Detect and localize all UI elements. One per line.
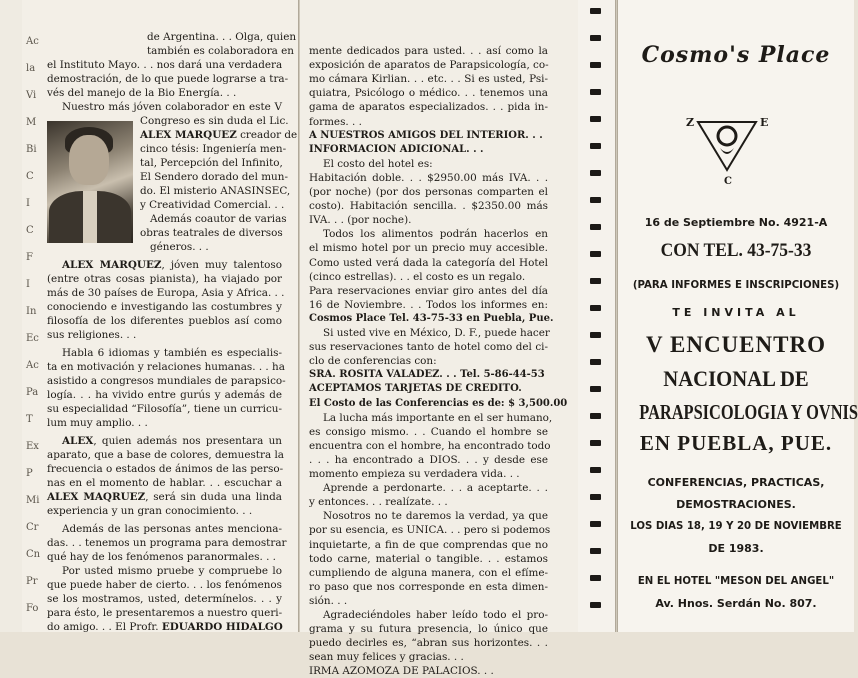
col1-text-line: géneros. . .	[150, 241, 209, 253]
col2-text-line: Aprende a perdonarte. . . a aceptarte. . .	[323, 482, 548, 494]
col2-text-line: Todos los alimentos podrán hacerlos en	[323, 228, 548, 240]
col1-text-line: logía. . . ha vivido entre gurús y además de	[47, 389, 282, 401]
edge-fragment-text: I	[26, 279, 30, 290]
col1-text-line: ALEX MARQUEZ, jóven muy talentoso	[62, 259, 282, 271]
binding-hole	[590, 143, 601, 149]
col2-text-line: cumpliendo de alguna manera, con el efíme-	[309, 567, 548, 579]
col2-text-line: exposición de aparatos de Parapsicología, co-	[309, 59, 549, 71]
col1-text-line: nas en el momento de hablar. . . escuchar a	[47, 477, 282, 489]
col1-text-line: experiencia y un gran conocimiento. . .	[47, 505, 253, 517]
col2-text-line: SRA. ROSITA VALADEZ. . . Tel. 5-86-44-53	[309, 369, 545, 380]
col2-text-line: quiatra, Psicólogo o médico. . . tenemos una	[309, 87, 548, 99]
binding-hole	[590, 89, 601, 95]
binding-hole	[590, 413, 601, 419]
col2-text-line: clo de conferencias con:	[309, 355, 437, 367]
col1-text-line: ALEX, quien además nos presentara un	[62, 435, 282, 447]
brand-title: Cosmo's Place	[641, 42, 831, 68]
col1-text-line: asistido a congresos mundiales de parapsico-	[47, 375, 286, 387]
col1-text-line: más de 30 países de Europa, Asia y Africa. . .	[47, 287, 285, 299]
cover-phone: CON TEL. 43-75-33	[660, 240, 812, 261]
col1-text-line: aparato, que a base de colores, demuestra la	[47, 449, 284, 461]
col2-text-line: (por noche) (por dos personas comparten el	[309, 186, 548, 198]
binding-hole	[590, 170, 601, 176]
emphasized-name: EDUARDO HIDALGO	[161, 621, 283, 633]
binding-hole	[590, 602, 601, 608]
emphasized-name: ALEX MAQRUEZ	[47, 491, 146, 503]
col1-text-line: do amigo. . . El Profr. EDUARDO HIDALGO	[47, 621, 283, 633]
col1-text-line: se los mostramos, usted, determínelos. . . y	[47, 593, 282, 605]
cover-details-line-1: CONFERENCIAS, PRACTICAS,	[647, 476, 825, 489]
col2-text-line: Agradeciéndoles haber leído todo el pro-	[323, 609, 548, 621]
col2-text-line: INFORMACION ADICIONAL. . .	[309, 144, 484, 155]
col2-text-line: formes. . .	[309, 116, 362, 128]
emphasized-name: ALEX	[62, 435, 94, 447]
col1-text-line: Nuestro más jóven colaborador en este V	[62, 101, 282, 113]
event-title-line-2: NACIONAL DE	[663, 366, 809, 391]
binding-hole	[590, 197, 601, 203]
col1-text-line: que puede haber de cierto. . . los fenómenos	[47, 579, 282, 591]
col2-text-line: Para reservaciones enviar giro antes del día	[309, 285, 548, 297]
edge-fragment-text: Cn	[26, 549, 41, 560]
edge-fragment-text: Mi	[26, 495, 40, 506]
col2-text-line: el mismo hotel por un precio muy accesible.	[309, 242, 548, 254]
col1-text-line: Por usted mismo pruebe y compruebe lo	[62, 565, 282, 577]
col2-text-line: sus reservaciones tanto de hotel como del ci-	[309, 341, 548, 353]
binding-hole	[590, 224, 601, 230]
col1-text-line: frecuencia o estados de ánimos de las perso-	[47, 463, 284, 475]
cover-address: 16 de Septiembre No. 4921-A	[644, 216, 828, 229]
emphasized-name: ALEX MARQUEZ	[62, 259, 162, 271]
col1-text-line: Congreso es sin duda el Lic.	[140, 115, 289, 127]
edge-fragment-text: Ac	[26, 36, 39, 47]
col1-text-line: de Argentina. . . Olga, quien	[147, 31, 297, 43]
col1-text-line: filosofía de los diferentes pueblos así como	[47, 315, 282, 327]
cover-details-line-3: LOS DIAS 18, 19 Y 20 DE NOVIEMBRE	[630, 520, 842, 532]
edge-fragment-text: Pa	[26, 387, 39, 398]
col2-text-line: gama de aparatos especializados. . . pida in-	[309, 101, 548, 113]
col1-text-line: el Instituto Mayo. . . nos dará una verdadera	[47, 59, 283, 71]
col2-text-line: costo). Habitación sencilla. . $2350.00 más	[309, 200, 548, 212]
edge-fragment-text: M	[26, 117, 37, 128]
col1-text-line: demostración, de lo que puede lograrse a tra-	[47, 73, 289, 85]
edge-fragment-text: Cr	[26, 522, 39, 533]
binding-hole	[590, 440, 601, 446]
col2-text-line: inquietarte, a fin de que comprendas que no	[309, 539, 548, 551]
col2-text-line: todo carne, material o tangible. . . estamos	[309, 553, 548, 565]
col2-text-line: puedo decirles es, “abran sus horizontes. . .	[309, 637, 548, 649]
cover-details-line-4: DE 1983.	[708, 542, 764, 555]
event-title-line-3: PARAPSICOLOGIA Y OVNIS	[639, 400, 858, 424]
logo-letter-right: E	[760, 116, 769, 129]
col2-text-line: Si usted vive en México, D. F., puede hacer	[323, 327, 550, 339]
binding-hole	[590, 8, 601, 14]
col1-text-line: para ésto, le presentaremos a nuestro queri-	[47, 607, 283, 619]
portrait-photo-alex-marquez	[47, 121, 133, 243]
col2-text-line: Habitación doble. . . $2950.00 más IVA. . .	[309, 172, 548, 184]
edge-fragment-text: P	[26, 468, 33, 479]
binding-hole	[590, 116, 601, 122]
col2-text-line: . . . ha encontrado a DIOS. . . y desde ese	[309, 454, 548, 466]
edge-fragment-text: C	[26, 171, 34, 182]
col1-text-line: obras teatrales de diversos	[140, 227, 283, 239]
col2-text-line: IVA. . . (por noche).	[309, 214, 412, 226]
edge-fragment-text: T	[26, 414, 33, 425]
col1-text-line: das. . . tenemos un programa para demostrar	[47, 537, 287, 549]
binding-hole	[590, 251, 601, 257]
edge-fragment-text: Ec	[26, 333, 39, 344]
binding-hole	[590, 467, 601, 473]
col2-text-line: Nosotros no te daremos la verdad, ya que	[323, 510, 548, 522]
col1-text-line: Habla 6 idiomas y también es especialis-	[62, 347, 282, 359]
col2-text-line: momento empieza su verdadera vida. . .	[309, 468, 520, 480]
col1-text-line: ALEX MARQUEZ creador de	[140, 129, 298, 141]
col1-text-line: lum muy amplio. . .	[47, 417, 148, 429]
col1-text-line: sus religiones. . .	[47, 329, 137, 341]
edge-fragment-text: C	[26, 225, 34, 236]
col1-text-line: vés del manejo de la Bio Energía. . .	[47, 87, 237, 99]
edge-fragment-text: Ex	[26, 441, 39, 452]
col1-text-line: cinco tésis: Ingeniería men-	[140, 143, 287, 155]
edge-fragment-text: I	[26, 198, 30, 209]
col1-text-line: su especialidad “Filosofía”, tiene un curricu-	[47, 403, 282, 415]
edge-fragment-text: la	[26, 63, 36, 74]
cover-invite: TE INVITA AL	[672, 306, 800, 319]
cover-venue: EN EL HOTEL "MESON DEL ANGEL"	[637, 575, 835, 587]
col1-text-line: El Sendero dorado del mun-	[140, 171, 288, 183]
col1-text-line: Además coautor de varias	[150, 213, 287, 225]
left-edge-strip	[0, 0, 23, 632]
col2-text-line: es consigo mismo. . . Cuando el hombre se	[309, 426, 548, 438]
edge-fragment-text: Pr	[26, 576, 38, 587]
col2-text-line: ACEPTAMOS TARJETAS DE CREDITO.	[309, 383, 522, 394]
col1-text-line: y Creatividad Comercial. . .	[140, 199, 285, 211]
binding-hole	[590, 521, 601, 527]
col2-text-line: por su esencia, es UNICA. . . pero si podemos	[309, 524, 551, 536]
col1-text-line: tal, Percepción del Infinito,	[140, 157, 283, 169]
edge-fragment-text: Bi	[26, 144, 37, 155]
col2-text-line: A NUESTROS AMIGOS DEL INTERIOR. . .	[309, 130, 543, 141]
edge-fragment-text: Vi	[26, 90, 37, 101]
col1-text-line: Además de las personas antes menciona-	[62, 523, 282, 535]
logo-letter-left: Z	[686, 116, 695, 129]
col1-text-line: (entre otras cosas pianista), ha viajado por	[47, 273, 282, 285]
cover-info-note: (PARA INFORMES E INSCRIPCIONES)	[632, 280, 840, 291]
edge-fragment-text: Ac	[26, 360, 39, 371]
col2-text-line: La lucha más importante en el ser humano,	[323, 412, 553, 424]
binding-hole	[590, 575, 601, 581]
col2-text-line: 16 de Noviembre. . . Todos los informes en:	[309, 299, 548, 311]
binding-hole	[590, 548, 601, 554]
binding-hole	[590, 386, 601, 392]
binding-hole	[590, 359, 601, 365]
col2-text-line: El costo del hotel es:	[323, 158, 433, 170]
col1-text-line: do. El misterio ANASINSEC,	[140, 185, 291, 197]
event-title-line-1: V ENCUENTRO	[646, 332, 826, 357]
col2-text-line: Como usted verá dada la categoría del Hotel	[309, 257, 548, 269]
emphasized-name: ALEX MARQUEZ	[140, 129, 237, 141]
cover-venue-address: Av. Hnos. Serdán No. 807.	[655, 597, 817, 610]
binding-hole	[590, 35, 601, 41]
col2-text-line: encuentra con el hombre, ha encontrado todo	[309, 440, 551, 452]
col2-text-line: IRMA AZOMOZA DE PALACIOS. . .	[309, 665, 494, 677]
col2-text-line: y entonces. . . realízate. . .	[309, 496, 448, 508]
col2-text-line: sión. . .	[309, 595, 348, 607]
edge-fragment-text: Fo	[26, 603, 39, 614]
cover-details-line-2: DEMOSTRACIONES.	[676, 498, 796, 511]
binding-hole	[590, 305, 601, 311]
col1-text-line: ta en motivación y relaciones humanas. . . ha	[47, 361, 285, 373]
edge-fragment-text: F	[26, 252, 33, 263]
col2-text-line: El Costo de las Conferencias es de: $ 3,500.00	[309, 398, 568, 409]
col2-text-line: grama y su futura presencia, lo único que	[309, 623, 548, 635]
col2-text-line: (cinco estrellas). . . el costo es un regalo.	[309, 271, 526, 283]
col2-text-line: ro paso que nos corresponde en esta dimen-	[309, 581, 548, 593]
col1-text-line: ALEX MAQRUEZ, será sin duda una linda	[47, 491, 282, 503]
col1-text-line: qué hay de los fenómenos paranormales. . .	[47, 551, 276, 563]
cosmos-logo-emblem	[680, 108, 774, 188]
logo-letter-bottom: C	[724, 176, 732, 187]
col2-text-line: sean muy felices y gracias. . .	[309, 651, 464, 663]
event-title-line-4: EN PUEBLA, PUE.	[639, 431, 833, 455]
col1-text-line: conociendo e investigando las costumbres y	[47, 301, 282, 313]
col2-text-line: mente dedicados para usted. . . así como la	[309, 45, 548, 57]
binding-hole	[590, 278, 601, 284]
col2-text-line: Cosmos Place Tel. 43-75-33 en Puebla, Pue.	[309, 313, 554, 324]
binding-hole	[590, 62, 601, 68]
col2-text-line: mo cámara Kirlian. . . etc. . . Si es usted, Psi-	[309, 73, 548, 85]
binding-hole	[590, 332, 601, 338]
binding-hole	[590, 494, 601, 500]
edge-fragment-text: In	[26, 306, 37, 317]
col1-text-line: también es colaboradora en	[147, 45, 295, 57]
